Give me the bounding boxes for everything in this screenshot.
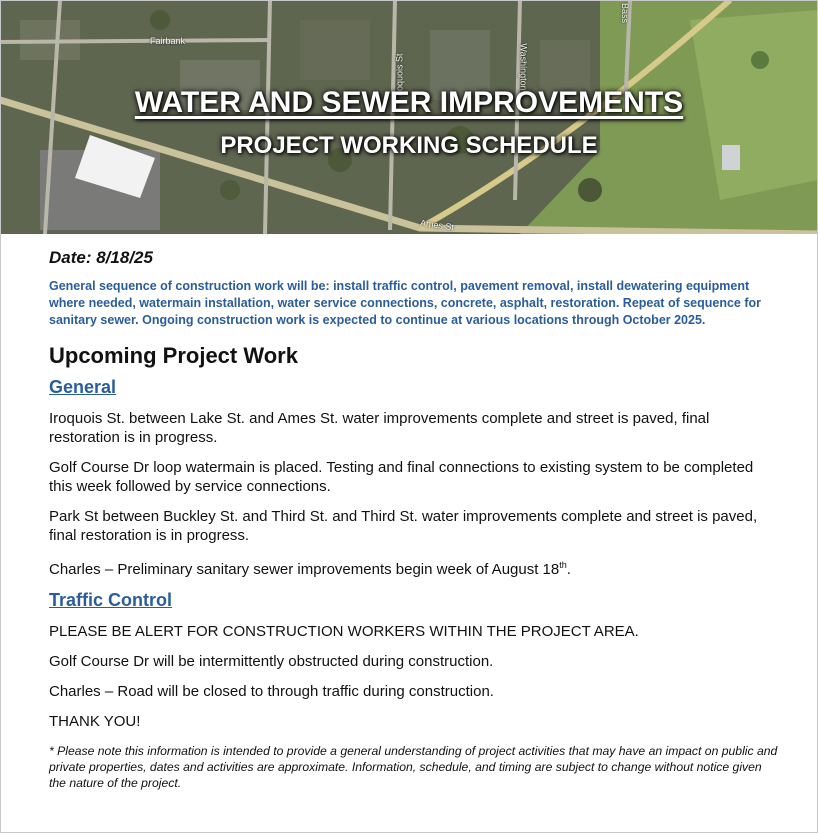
general-item-park-st: Park St between Buckley St. and Third St. and Third St. water improvements complete and street is paved, final restoration is in progress. xyxy=(49,508,758,544)
traffic-item-golf-course: Golf Course Dr will be intermittently obstructed during construction. xyxy=(49,653,494,670)
document-body xyxy=(49,248,779,791)
page-title: WATER AND SEWER IMPROVEMENTS xyxy=(134,86,684,119)
general-item-iroquois: Iroquois St. between Lake St. and Ames St. water improvements complete and street is paved, final restoration is in progress. xyxy=(49,410,710,446)
traffic-item-thank-you: THANK YOU! xyxy=(49,713,141,730)
intro-paragraph: General sequence of construction work will be: install traffic control, pavement removal, install dewatering equipment where needed, watermain installation, water service connections, concrete, asphalt, restoration. Repeat of sequence for sanitary sewer. Ongoing construction work is expected to continue at various locations through October 2025. xyxy=(49,279,762,327)
page-subtitle: PROJECT WORKING SCHEDULE xyxy=(220,132,598,159)
charles-superscript: th xyxy=(559,560,567,570)
header-banner xyxy=(0,0,818,234)
traffic-item-charles: Charles – Road will be closed to through traffic during construction. xyxy=(49,683,494,700)
charles-end: . xyxy=(566,561,571,578)
map-label-fairbank: Fairbank xyxy=(150,36,186,46)
map-label-ames: Ames St xyxy=(419,217,455,233)
general-heading: General xyxy=(49,377,117,397)
traffic-control-heading: Traffic Control xyxy=(49,590,173,610)
general-item-charles xyxy=(49,556,779,579)
upcoming-work-heading: Upcoming Project Work xyxy=(49,343,298,368)
map-label-washington: Washington xyxy=(518,43,529,91)
map-label-bass: Bass xyxy=(620,2,631,24)
traffic-item-alert: PLEASE BE ALERT FOR CONSTRUCTION WORKERS WITHIN THE PROJECT AREA. xyxy=(49,623,639,640)
disclaimer-footnote: * Please note this information is intended to provide a general understanding of project activities that may have an impact on public and private properties, dates and activities are approximate. Information, schedule, and timing are subject to change without notice given the nature of the project. xyxy=(49,744,778,790)
date-line: Date: 8/18/25 xyxy=(49,248,153,267)
map-label-iroquois: Iroquois St xyxy=(394,53,405,97)
general-item-golf-course: Golf Course Dr loop watermain is placed. Testing and final connections to existing system to be completed this week followed by service connections. xyxy=(49,459,754,495)
charles-text: Charles – Preliminary sanitary sewer improvements begin week of August 18 xyxy=(49,561,560,578)
